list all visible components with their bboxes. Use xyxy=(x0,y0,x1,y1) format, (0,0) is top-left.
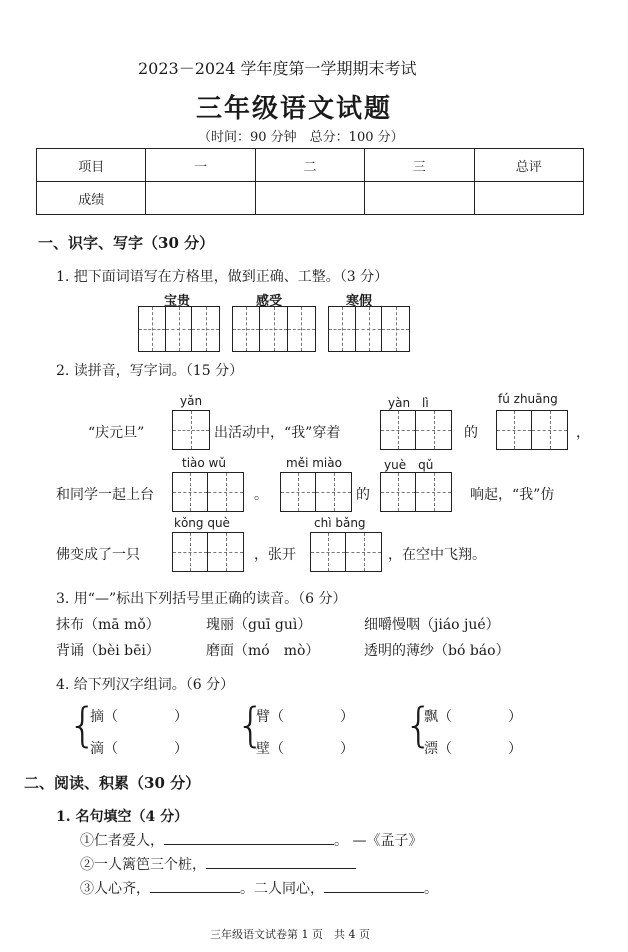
q3-text: 3. 用“—”标出下列括号里正确的读音。（6 分） xyxy=(56,591,347,607)
q3-item-4: 背诵（bèi bēi） xyxy=(56,643,160,659)
score-table-head-row xyxy=(37,149,584,182)
q1-word-1: 宝贵 xyxy=(164,294,191,309)
score-cell-3[interactable] xyxy=(365,182,474,215)
score-head-3: 三 xyxy=(365,149,474,182)
q4-char-1: 摘（ ） xyxy=(90,709,188,725)
brace-3: { xyxy=(404,698,434,752)
pinyin-yuequ: yuè qǔ xyxy=(384,458,434,472)
q2-line3-c: ，在空中飞翔。 xyxy=(388,547,486,563)
q2-line3-a: 佛变成了一只 xyxy=(56,547,140,563)
score-cell-1[interactable] xyxy=(146,182,255,215)
q2-line2-d: 响起，“我”仿 xyxy=(470,487,555,503)
q2-line1-d: ， xyxy=(576,425,590,441)
q2-text: 2. 读拼音，写字词。（15 分） xyxy=(56,363,244,379)
section1-title: 一、识字、写字（30 分） xyxy=(38,234,215,252)
pinyin-tiaowu: tiào wǔ xyxy=(182,456,226,470)
s2-q1-line2 xyxy=(80,854,356,874)
score-table-row xyxy=(37,182,584,215)
writing-grid-yuequ[interactable] xyxy=(380,472,452,512)
score-cell-total[interactable] xyxy=(474,182,583,215)
exam-title: 2023－2024 学年度第一学期期末考试 xyxy=(138,59,417,78)
q2-line1-c: 的 xyxy=(464,425,478,441)
q2-line1-a: “庆元旦” xyxy=(88,425,145,441)
writing-grid-q1-3[interactable] xyxy=(328,306,410,352)
score-head-2: 二 xyxy=(255,149,364,182)
blank-3[interactable] xyxy=(150,878,240,893)
time-note: （时间：90 分钟 总分：100 分） xyxy=(198,130,404,145)
q3-item-5: 磨面（mó mò） xyxy=(206,643,320,659)
page-footer: 三年级语文试卷第 1 页 共 4 页 xyxy=(210,928,370,941)
writing-grid-meimiao[interactable] xyxy=(280,472,352,512)
score-head-item: 项目 xyxy=(37,149,146,182)
s2-q1-text: 1. 名句填空（4 分） xyxy=(56,809,189,825)
pinyin-fuzhuang: fú zhuāng xyxy=(498,392,558,406)
brace-1: { xyxy=(68,698,98,752)
writing-grid-q1-2[interactable] xyxy=(232,306,316,352)
writing-grid-fuzhuang[interactable] xyxy=(496,410,568,450)
q2-line3-b: ，张开 xyxy=(254,547,296,563)
q4-char-3: 臂（ ） xyxy=(256,709,354,725)
pinyin-chibang: chì bǎng xyxy=(314,516,366,530)
blank-4[interactable] xyxy=(324,878,424,893)
q1-word-2: 感受 xyxy=(256,294,283,309)
q4-char-4: 壁（ ） xyxy=(256,741,354,757)
writing-grid-q1-1[interactable] xyxy=(138,306,220,352)
q2-line2-b: 。 xyxy=(254,487,268,503)
brace-2: { xyxy=(236,698,266,752)
q3-item-1: 抹布（mā mǒ） xyxy=(56,617,160,633)
score-head-1: 一 xyxy=(146,149,255,182)
section2-title: 二、阅读、积累（30 分） xyxy=(24,774,201,792)
q2-line2-a: 和同学一起上台 xyxy=(56,487,154,503)
q3-item-6: 透明的薄纱（bó báo） xyxy=(364,643,510,659)
pinyin-yanli: yàn lì xyxy=(388,396,429,410)
writing-grid-yanli[interactable] xyxy=(380,410,452,450)
writing-grid-yan[interactable] xyxy=(172,410,210,450)
blank-1[interactable] xyxy=(164,830,334,845)
pinyin-kongque: kǒng què xyxy=(174,516,230,530)
q1-text: 1. 把下面词语写在方格里，做到正确、工整。（3 分） xyxy=(56,269,389,285)
writing-grid-chibang[interactable] xyxy=(310,532,382,572)
q2-line1-b: 出活动中，“我”穿着 xyxy=(214,425,341,441)
q3-item-3: 细嚼慢咽（jiáo jué） xyxy=(364,617,500,633)
s2-q1-item-3: ②一人篱笆三个桩， xyxy=(80,857,206,873)
score-cell-2[interactable] xyxy=(255,182,364,215)
q4-char-6: 漂（ ） xyxy=(424,741,522,757)
paper-title: 三年级语文试题 xyxy=(196,94,393,124)
score-head-total: 总评 xyxy=(474,149,583,182)
s2-q1-line1 xyxy=(80,830,422,850)
q4-char-2: 滴（ ） xyxy=(90,741,188,757)
writing-grid-tiaowu[interactable] xyxy=(172,472,244,512)
blank-2[interactable] xyxy=(206,854,356,869)
s2-q1-line3 xyxy=(80,878,438,898)
q2-line2-c: 的 xyxy=(356,487,370,503)
s2-q1-item-4: ③人心齐， xyxy=(80,881,150,897)
s2-q1-item-2: 。 —《孟子》 xyxy=(334,833,423,849)
q3-item-2: 瑰丽（guī guì） xyxy=(206,617,312,633)
score-table xyxy=(36,148,584,215)
s2-q1-item-5: 。二人同心， xyxy=(240,881,324,897)
pinyin-yan: yǎn xyxy=(180,394,203,408)
writing-grid-kongque[interactable] xyxy=(172,532,244,572)
pinyin-meimiao: měi miào xyxy=(286,456,342,470)
q4-text: 4. 给下列汉字组词。（6 分） xyxy=(56,677,235,693)
s2-q1-item-1: ①仁者爱人， xyxy=(80,833,164,849)
s2-q1-item-6: 。 xyxy=(424,881,438,897)
q1-word-3: 寒假 xyxy=(346,294,373,309)
score-row-label: 成绩 xyxy=(37,182,146,215)
q4-char-5: 飘（ ） xyxy=(424,709,522,725)
